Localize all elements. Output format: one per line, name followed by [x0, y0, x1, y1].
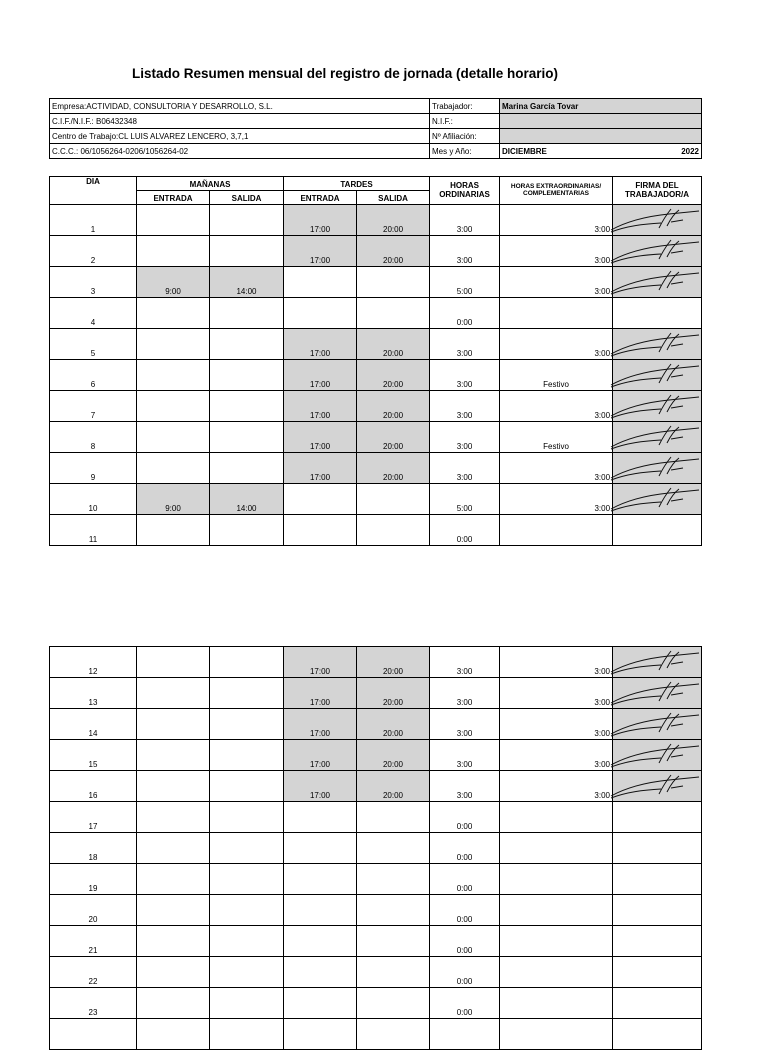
cell-firma [613, 895, 702, 926]
cell-manana-entrada [137, 298, 210, 329]
extra-value: 3:00 [594, 667, 610, 676]
extra-value: 3:00 [594, 729, 610, 738]
table-row [50, 515, 702, 546]
cell-tarde-entrada: 17:00 [284, 709, 357, 740]
cell-tarde-entrada: 17:00 [284, 647, 357, 678]
cell-manana-salida [210, 298, 284, 329]
cell-horas: 0:00 [430, 926, 500, 957]
signature-icon [609, 712, 701, 738]
header-t-salida: SALIDA [357, 191, 430, 205]
cell-tarde-salida: 20:00 [357, 740, 430, 771]
page-title: Listado Resumen mensual del registro de jornada (detalle horario) [131, 66, 559, 81]
cell-tarde-salida [357, 484, 430, 515]
cell-firma [613, 1019, 702, 1050]
cell-tarde-salida: 20:00 [357, 360, 430, 391]
cell-manana-entrada: 9:00 [137, 267, 210, 298]
cell-tarde-salida: 20:00 [357, 678, 430, 709]
cell-tarde-entrada [284, 895, 357, 926]
cell-manana-entrada [137, 236, 210, 267]
cell-tarde-entrada [284, 267, 357, 298]
cell-manana-entrada [137, 833, 210, 864]
cell-manana-entrada [137, 895, 210, 926]
cell-firma [613, 678, 702, 709]
signature-icon [609, 208, 701, 234]
cell-extra [500, 926, 613, 957]
cell-manana-entrada [137, 329, 210, 360]
header-firma-line1: FIRMA DEL [635, 181, 679, 190]
cell-extra [500, 771, 613, 802]
table-row [50, 1019, 702, 1050]
cell-tarde-entrada [284, 484, 357, 515]
cell-extra [500, 329, 613, 360]
cell-manana-salida [210, 957, 284, 988]
cell-firma [613, 360, 702, 391]
cell-manana-salida [210, 926, 284, 957]
header-t-entrada: ENTRADA [284, 191, 357, 205]
cif-cell: C.I.F./N.I.F.: B06432348 [50, 114, 430, 129]
header-tardes: TARDES [284, 177, 430, 191]
cell-tarde-entrada: 17:00 [284, 205, 357, 236]
signature-icon [609, 394, 701, 420]
cell-manana-salida [210, 647, 284, 678]
cell-manana-salida [210, 678, 284, 709]
cell-tarde-entrada [284, 957, 357, 988]
table-row [50, 740, 702, 771]
cell-tarde-entrada [284, 1019, 357, 1050]
cell-manana-salida: 14:00 [210, 484, 284, 515]
extra-value: 3:00 [594, 349, 611, 358]
cell-extra [500, 988, 613, 1019]
cell-firma [613, 422, 702, 453]
cell-dia: 1 [50, 205, 137, 236]
cell-extra [500, 360, 613, 391]
cell-manana-entrada [137, 740, 210, 771]
table-row [50, 360, 702, 391]
cell-horas: 3:00 [430, 236, 500, 267]
cell-firma [613, 926, 702, 957]
cell-dia: 15 [50, 740, 137, 771]
cell-tarde-entrada [284, 864, 357, 895]
cell-dia: 17 [50, 802, 137, 833]
cell-tarde-salida: 20:00 [357, 453, 430, 484]
cell-dia: 21 [50, 926, 137, 957]
cell-horas: 3:00 [430, 647, 500, 678]
cell-tarde-salida [357, 515, 430, 546]
cell-manana-salida [210, 1019, 284, 1050]
cell-firma [613, 329, 702, 360]
cell-extra [500, 740, 613, 771]
cell-firma [613, 957, 702, 988]
cell-tarde-salida [357, 895, 430, 926]
cell-manana-entrada: 9:00 [137, 484, 210, 515]
cell-horas: 0:00 [430, 833, 500, 864]
cell-firma [613, 709, 702, 740]
cell-tarde-entrada: 17:00 [284, 329, 357, 360]
table-row [50, 895, 702, 926]
signature-icon [609, 650, 701, 676]
cell-manana-entrada [137, 205, 210, 236]
cell-tarde-entrada: 17:00 [284, 740, 357, 771]
cell-manana-salida [210, 236, 284, 267]
signature-icon [609, 774, 701, 800]
cell-dia: 14 [50, 709, 137, 740]
cell-dia: 4 [50, 298, 137, 329]
cell-tarde-entrada: 17:00 [284, 391, 357, 422]
cell-dia: 8 [50, 422, 137, 453]
table-row [50, 864, 702, 895]
extra-value: 3:00 [594, 760, 610, 769]
afiliacion-value [500, 129, 702, 144]
table-row [50, 422, 702, 453]
info-table [49, 98, 702, 159]
cell-horas [430, 1019, 500, 1050]
cell-horas: 3:00 [430, 422, 500, 453]
mes-label: Mes y Año: [430, 144, 500, 159]
cell-firma [613, 833, 702, 864]
empresa-cell: Empresa:ACTIVIDAD, CONSULTORIA Y DESARROLLO, S.L. [50, 99, 430, 114]
cell-firma [613, 267, 702, 298]
cell-tarde-salida [357, 988, 430, 1019]
cell-manana-entrada [137, 802, 210, 833]
cell-manana-entrada [137, 647, 210, 678]
extra-value: 3:00 [594, 698, 610, 707]
cell-manana-salida [210, 895, 284, 926]
cell-manana-entrada [137, 678, 210, 709]
cell-firma [613, 864, 702, 895]
cell-dia: 18 [50, 833, 137, 864]
table-row [50, 267, 702, 298]
cell-tarde-entrada: 17:00 [284, 422, 357, 453]
signature-icon [609, 270, 701, 296]
cell-firma [613, 205, 702, 236]
cell-tarde-salida: 20:00 [357, 391, 430, 422]
table-row [50, 298, 702, 329]
header-m-salida: SALIDA [210, 191, 284, 205]
cell-horas: 3:00 [430, 740, 500, 771]
cell-manana-salida [210, 422, 284, 453]
cell-tarde-entrada [284, 988, 357, 1019]
cell-firma [613, 802, 702, 833]
cell-horas: 3:00 [430, 771, 500, 802]
cell-tarde-salida [357, 957, 430, 988]
cell-extra [500, 802, 613, 833]
nif-value [500, 114, 702, 129]
table-row [50, 453, 702, 484]
cell-manana-entrada [137, 926, 210, 957]
cell-manana-salida [210, 329, 284, 360]
cell-manana-entrada [137, 864, 210, 895]
cell-manana-entrada [137, 771, 210, 802]
header-horas-line1: HORAS [450, 181, 479, 190]
table-row [50, 391, 702, 422]
cell-extra [500, 484, 613, 515]
cell-tarde-salida [357, 926, 430, 957]
trabajador-value: Marina García Tovar [500, 99, 702, 114]
cell-manana-entrada [137, 422, 210, 453]
table-row [50, 802, 702, 833]
cell-horas: 3:00 [430, 360, 500, 391]
cell-firma [613, 515, 702, 546]
cell-dia: 6 [50, 360, 137, 391]
cell-tarde-salida [357, 267, 430, 298]
trabajador-label: Trabajador: [430, 99, 500, 114]
cell-tarde-entrada [284, 833, 357, 864]
cell-manana-entrada [137, 453, 210, 484]
extra-value: 3:00 [594, 256, 611, 265]
cell-tarde-salida [357, 802, 430, 833]
signature-icon [609, 456, 701, 482]
cell-extra [500, 1019, 613, 1050]
timesheet-table-1 [49, 176, 702, 546]
mes-value: DICIEMBRE [502, 146, 547, 156]
header-firma [613, 177, 702, 205]
cell-tarde-entrada: 17:00 [284, 360, 357, 391]
cell-tarde-salida [357, 298, 430, 329]
cell-horas: 0:00 [430, 515, 500, 546]
cell-horas: 3:00 [430, 709, 500, 740]
cell-extra [500, 957, 613, 988]
cell-firma [613, 647, 702, 678]
cell-horas: 0:00 [430, 864, 500, 895]
cell-manana-entrada [137, 957, 210, 988]
cell-tarde-entrada [284, 298, 357, 329]
cell-firma [613, 740, 702, 771]
cell-manana-entrada [137, 515, 210, 546]
cell-dia: 7 [50, 391, 137, 422]
cell-horas: 3:00 [430, 453, 500, 484]
cell-manana-salida [210, 802, 284, 833]
cell-extra [500, 833, 613, 864]
cell-manana-entrada [137, 988, 210, 1019]
cell-manana-entrada [137, 391, 210, 422]
cell-tarde-salida [357, 1019, 430, 1050]
signature-icon [609, 681, 701, 707]
header-horas [430, 177, 500, 205]
cell-tarde-entrada: 17:00 [284, 678, 357, 709]
cell-extra [500, 453, 613, 484]
cell-horas: 3:00 [430, 391, 500, 422]
cell-dia: 3 [50, 267, 137, 298]
cell-manana-salida [210, 833, 284, 864]
afiliacion-label: Nº Afiliación: [430, 129, 500, 144]
festivo-label: Festivo [543, 380, 569, 389]
extra-value: 3:00 [594, 225, 611, 234]
cell-dia: 20 [50, 895, 137, 926]
header-horas-line2: ORDINARIAS [439, 190, 490, 199]
cell-tarde-salida: 20:00 [357, 236, 430, 267]
cell-manana-salida [210, 453, 284, 484]
extra-value: 3:00 [594, 791, 610, 800]
cell-extra [500, 647, 613, 678]
cell-tarde-entrada: 17:00 [284, 236, 357, 267]
table-row [50, 484, 702, 515]
cell-manana-entrada [137, 709, 210, 740]
festivo-label: Festivo [543, 442, 569, 451]
signature-icon [609, 332, 701, 358]
cell-extra [500, 267, 613, 298]
cell-tarde-salida: 20:00 [357, 329, 430, 360]
cell-manana-salida [210, 709, 284, 740]
header-extra [500, 177, 613, 205]
signature-icon [609, 487, 701, 513]
cell-manana-salida [210, 771, 284, 802]
cell-tarde-salida: 20:00 [357, 771, 430, 802]
cell-manana-salida [210, 391, 284, 422]
cell-tarde-entrada [284, 926, 357, 957]
centro-cell: Centro de Trabajo:CL LUIS ALVAREZ LENCERO, 3,7,1 [50, 129, 430, 144]
cell-extra [500, 709, 613, 740]
cell-tarde-salida [357, 833, 430, 864]
table-row [50, 205, 702, 236]
cell-dia: 10 [50, 484, 137, 515]
cell-extra [500, 298, 613, 329]
cell-extra [500, 864, 613, 895]
cell-manana-salida [210, 988, 284, 1019]
cell-manana-salida [210, 205, 284, 236]
cell-manana-entrada [137, 360, 210, 391]
ccc-cell: C.C.C.: 06/1056264-0206/1056264-02 [50, 144, 430, 159]
cell-manana-salida [210, 864, 284, 895]
cell-firma [613, 771, 702, 802]
cell-firma [613, 988, 702, 1019]
cell-manana-salida [210, 740, 284, 771]
cell-tarde-salida: 20:00 [357, 205, 430, 236]
cell-manana-salida [210, 515, 284, 546]
cell-manana-entrada [137, 1019, 210, 1050]
header-firma-line2: TRABAJADOR/A [625, 190, 690, 199]
table-row [50, 988, 702, 1019]
signature-icon [609, 363, 701, 389]
cell-extra [500, 422, 613, 453]
cell-horas: 3:00 [430, 329, 500, 360]
signature-icon [609, 425, 701, 451]
cell-extra [500, 391, 613, 422]
table-row [50, 329, 702, 360]
cell-tarde-entrada: 17:00 [284, 453, 357, 484]
signature-icon [609, 743, 701, 769]
cell-dia: 19 [50, 864, 137, 895]
cell-dia: 11 [50, 515, 137, 546]
cell-dia [50, 1019, 137, 1050]
cell-dia: 5 [50, 329, 137, 360]
cell-horas: 3:00 [430, 205, 500, 236]
cell-horas: 0:00 [430, 988, 500, 1019]
signature-icon [609, 239, 701, 265]
table-row [50, 926, 702, 957]
cell-horas: 5:00 [430, 267, 500, 298]
cell-manana-salida [210, 360, 284, 391]
table-row [50, 678, 702, 709]
cell-dia: 16 [50, 771, 137, 802]
cell-dia: 22 [50, 957, 137, 988]
cell-dia: 12 [50, 647, 137, 678]
cell-horas: 0:00 [430, 895, 500, 926]
cell-tarde-salida: 20:00 [357, 647, 430, 678]
cell-tarde-salida: 20:00 [357, 422, 430, 453]
table-row [50, 957, 702, 988]
anio-value: 2022 [681, 146, 699, 156]
cell-manana-salida: 14:00 [210, 267, 284, 298]
cell-tarde-entrada: 17:00 [284, 771, 357, 802]
table-row [50, 771, 702, 802]
table-row [50, 833, 702, 864]
cell-extra [500, 678, 613, 709]
timesheet-table-2 [49, 646, 702, 1050]
cell-tarde-entrada [284, 802, 357, 833]
mes-value-cell [500, 144, 702, 159]
header-m-entrada: ENTRADA [137, 191, 210, 205]
cell-firma [613, 236, 702, 267]
cell-extra [500, 895, 613, 926]
table-row [50, 236, 702, 267]
cell-firma [613, 484, 702, 515]
cell-horas: 0:00 [430, 298, 500, 329]
extra-value: 3:00 [594, 287, 611, 296]
cell-tarde-salida: 20:00 [357, 709, 430, 740]
cell-horas: 0:00 [430, 802, 500, 833]
cell-firma [613, 298, 702, 329]
header-extra-line1: HORAS EXTRAORDINARIAS/ [510, 183, 602, 190]
cell-horas: 3:00 [430, 678, 500, 709]
cell-tarde-salida [357, 864, 430, 895]
cell-dia: 13 [50, 678, 137, 709]
cell-dia: 2 [50, 236, 137, 267]
cell-horas: 0:00 [430, 957, 500, 988]
header-extra-line2: COMPLEMENTARIAS [523, 190, 590, 197]
cell-dia: 9 [50, 453, 137, 484]
cell-extra [500, 236, 613, 267]
cell-firma [613, 391, 702, 422]
header-mananas: MAÑANAS [137, 177, 284, 191]
extra-value: 3:00 [594, 473, 611, 482]
extra-value: 3:00 [594, 411, 611, 420]
cell-extra [500, 205, 613, 236]
nif-label: N.I.F.: [430, 114, 500, 129]
cell-firma [613, 453, 702, 484]
extra-value: 3:00 [594, 504, 611, 513]
table-row [50, 647, 702, 678]
cell-dia: 23 [50, 988, 137, 1019]
cell-horas: 5:00 [430, 484, 500, 515]
cell-tarde-entrada [284, 515, 357, 546]
table-row [50, 709, 702, 740]
cell-extra [500, 515, 613, 546]
header-dia: DIA [50, 177, 137, 205]
